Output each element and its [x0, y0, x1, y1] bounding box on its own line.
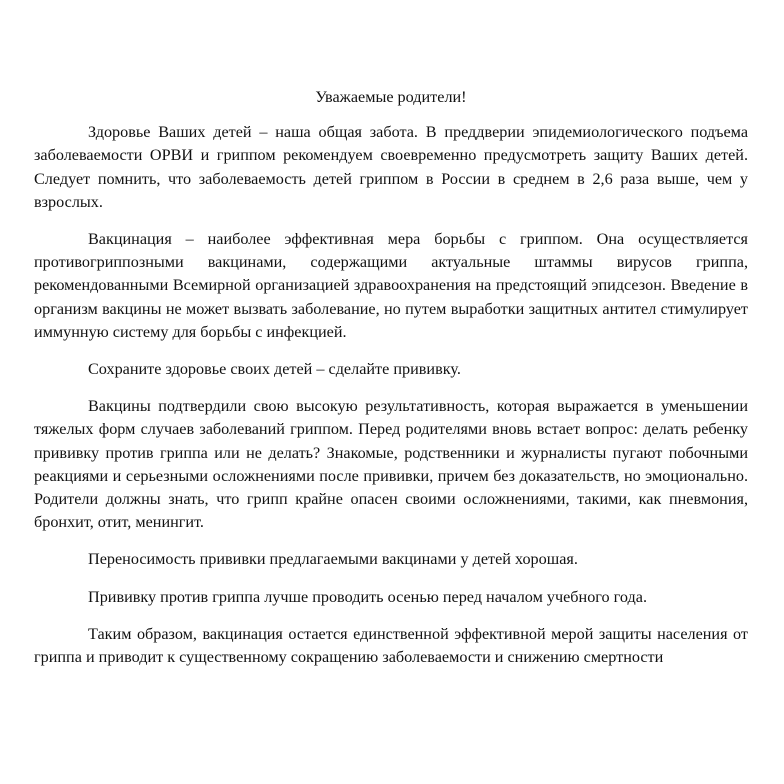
paragraph-effectiveness: Вакцины подтвердили свою высокую результативность, которая выражается в уменьшении тяжелых форм случаев заболеваний гриппом. Перед родителями вновь встает вопрос: делать ребенку прививку против гриппа или не делать? Знакомые, родственники и журналисты пугают побочными реакциями и серьезными осложнениями после прививки, причем без доказательств, но эмоционально. Родители должны знать, что грипп крайне опасен своими осложнениями, такими, как пневмония, бронхит, отит, менингит. — [34, 397, 748, 532]
document-page — [34, 86, 748, 669]
paragraph-vaccination: Вакцинация – наиболее эффективная мера борьбы с гриппом. Она осуществляется противогриппозными вакцинами, содержащими актуальные штаммы вирусов гриппа, рекомендованными Всемирной организацией здравоохранения на предстоящий эпидсезон. Введение в организм вакцины не может вызвать заболевание, но путем выработки защитных антител стимулирует иммунную систему для борьбы с инфекцией. — [34, 230, 748, 341]
paragraph-call-to-action: Сохраните здоровье своих детей – сделайте прививку. — [88, 360, 461, 379]
paragraph-health-care: Здоровье Ваших детей – наша общая забота. В преддверии эпидемиологического подъема заболеваемости ОРВИ и гриппом рекомендуем своевременно предусмотреть защиту Ваших детей. Следует помнить, что заболеваемость детей гриппом в России в среднем в 2,6 раза выше, чем у взрослых. — [34, 123, 748, 211]
paragraph-timing: Прививку против гриппа лучше проводить осенью перед началом учебного года. — [88, 587, 647, 606]
paragraph-conclusion: Таким образом, вакцинация остается единственной эффективной мерой защиты населения от гриппа и приводит к существенному сокращению заболеваемости и снижению смертности — [34, 624, 748, 667]
paragraph-tolerance: Переносимость прививки предлагаемыми вакцинами у детей хорошая. — [88, 550, 578, 569]
letter-title: Уважаемые родители! — [315, 88, 467, 106]
